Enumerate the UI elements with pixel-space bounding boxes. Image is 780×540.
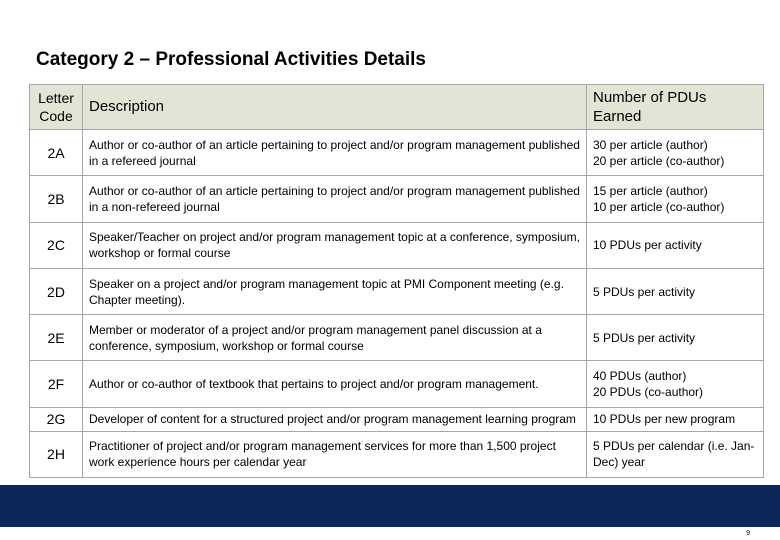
row-pdus (587, 268, 764, 314)
row-description: Developer of content for a structured project and/or program management learning program (83, 407, 587, 431)
page-number: 9 (746, 530, 750, 537)
row-code: 2E (30, 315, 83, 361)
pdu-line: 5 PDUs per activity (593, 284, 696, 299)
pdu-line: 20 per article (co-author) (593, 153, 725, 168)
row-description: Practitioner of project and/or program management services for more than 1,500 project work experience hours per calendar year (83, 431, 587, 477)
pdu-line: 5 PDUs per activity (593, 330, 696, 345)
pdu-line: 5 PDUs per calendar (i.e. Jan-Dec) year (593, 439, 755, 470)
header-description: Description (83, 85, 587, 130)
pdu-line: 10 PDUs per activity (593, 238, 702, 253)
pdu-line: 10 PDUs per new program (593, 412, 736, 427)
row-code: 2B (30, 176, 83, 222)
row-description: Speaker on a project and/or program management topic at PMI Component meeting (e.g. Chapter meeting). (83, 268, 587, 314)
row-description: Author or co-author of an article pertaining to project and/or program management published in a non-refereed journal (83, 176, 587, 222)
table-row (30, 407, 764, 431)
row-description: Author or co-author of textbook that pertains to project and/or program management. (83, 361, 587, 407)
pdu-line: 30 per article (author) (593, 137, 708, 152)
table-row (30, 222, 764, 268)
pdu-line: 20 PDUs (co-author) (593, 385, 704, 400)
row-pdus (587, 315, 764, 361)
table-row (30, 315, 764, 361)
table-row (30, 130, 764, 176)
row-pdus (587, 431, 764, 477)
table-row (30, 176, 764, 222)
table-row (30, 431, 764, 477)
row-code: 2D (30, 268, 83, 314)
header-pdus-earned: Number of PDUs Earned (587, 85, 764, 130)
row-description: Author or co-author of an article pertaining to project and/or program management published in a refereed journal (83, 130, 587, 176)
row-pdus (587, 407, 764, 431)
page-title: Category 2 – Professional Activities Details (36, 49, 427, 70)
pdu-category-table (29, 84, 764, 478)
pdu-line: 15 per article (author) (593, 183, 708, 198)
table-row (30, 361, 764, 407)
table-row (30, 268, 764, 314)
pdu-line: 40 PDUs (author) (593, 369, 687, 384)
row-pdus (587, 176, 764, 222)
row-code: 2H (30, 431, 83, 477)
header-letter-code: Letter Code (30, 85, 83, 130)
row-description: Speaker/Teacher on project and/or program management topic at a conference, symposium, workshop or formal course (83, 222, 587, 268)
table-header-row (30, 85, 764, 130)
row-code: 2C (30, 222, 83, 268)
row-pdus (587, 222, 764, 268)
row-code: 2F (30, 361, 83, 407)
row-code: 2G (30, 407, 83, 431)
row-code: 2A (30, 130, 83, 176)
row-pdus (587, 130, 764, 176)
pdu-line: 10 per article (co-author) (593, 199, 725, 214)
footer-bar (0, 485, 780, 527)
row-pdus (587, 361, 764, 407)
row-description: Member or moderator of a project and/or program management panel discussion at a conference, symposium, workshop or formal course (83, 315, 587, 361)
